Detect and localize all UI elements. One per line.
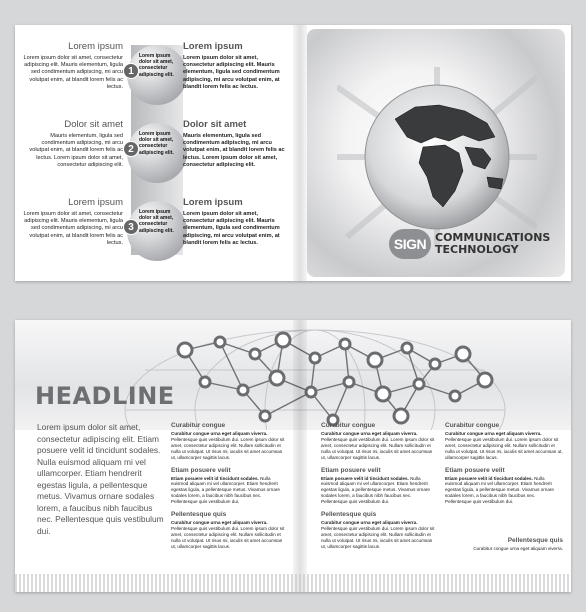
brochure-spread-bottom xyxy=(15,320,571,592)
section-text: Pellentesque quis vestibulum dui. Lorem ipsum dolor sit amet, consectetur adipiscing elit. Nullam sollicitudin et nulla ut volutpat. Ut risus mi, iaculis sit amet accumsan ut, ullamcorper sagittis lacus. xyxy=(171,525,285,549)
left-block xyxy=(23,197,123,247)
column-section xyxy=(445,467,563,506)
disc-text: Lorem ipsum dolor sit amet, consectetur adipiscing elit. xyxy=(139,209,174,234)
section-lead: Curabitur congue urna eget aliquam viverra. xyxy=(321,431,418,436)
left-title: Dolor sit amet xyxy=(64,119,123,130)
text-column xyxy=(321,420,437,556)
left-title: Lorem ipsum xyxy=(68,41,123,52)
company-logo xyxy=(389,229,550,259)
network-node xyxy=(270,371,284,385)
section-lead: Curabitur congue urna eget aliquam viverra. xyxy=(445,431,542,436)
logo-line-2: TECHNOLOGY xyxy=(435,243,519,256)
column-section xyxy=(321,467,437,506)
step-number: 3 xyxy=(123,219,139,235)
section-title: Etiam posuere velit xyxy=(321,466,381,474)
disc-text: Lorem ipsum dolor sit amet, consectetur adipiscing elit. xyxy=(139,53,174,78)
dotted-footer xyxy=(15,574,571,592)
network-node xyxy=(402,343,412,353)
column-section xyxy=(171,422,287,461)
globe-network-image xyxy=(337,67,537,247)
page-fold xyxy=(293,25,307,281)
section-title: Curabitur congue xyxy=(171,422,226,429)
section-lead: Curabitur congue urna eget aliquam viverra. xyxy=(321,520,418,526)
section-title: Curabitur congue xyxy=(321,422,376,429)
column-section xyxy=(171,467,287,506)
section-title: Etiam posuere velit xyxy=(171,466,231,474)
number-disc xyxy=(127,201,187,261)
right-text: Lorem ipsum dolor sit amet, consectetur adipiscing elit. Mauris elementum, ligula sed condimentum adipiscing, mi arcu volutpat enim, at blandit lorem felis ac lectus. xyxy=(183,211,280,246)
text-column xyxy=(171,420,287,556)
section-text: Nulla euismod aliquam mi vel ullamcorper. Etiam hendrerit egestas ligula, a pellentesque metus. Vivamus ornare sodales lorem, a faucibus nibh faucibus nec. Pellentesque quis vestibulum dui. xyxy=(445,475,554,505)
left-title: Lorem ipsum xyxy=(68,197,123,208)
right-title: Dolor sit amet xyxy=(183,119,247,130)
network-node xyxy=(450,391,460,401)
column-section xyxy=(445,422,563,461)
right-block xyxy=(183,119,287,169)
network-node xyxy=(456,347,470,361)
network-node xyxy=(310,353,320,363)
right-text: Lorem ipsum dolor sit amet, consectetur adipiscing elit. Mauris elementum, ligula sed condimentum adipiscing, mi arcu volutpat enim, at blandit lorem felis ac lectus. xyxy=(183,55,280,90)
section-text: Nulla euismod aliquam mi vel ullamcorper. Etiam hendrerit egestas ligula, a pellentesque metus. Vivamus ornare sodales lorem, a faucibus nibh faucibus nec. Pellentesque quis vestibulum dui. xyxy=(321,475,430,505)
section-title: Curabitur congue xyxy=(445,422,500,429)
network-node xyxy=(306,387,316,397)
network-node xyxy=(250,349,260,359)
section-title: Pellentesque quis xyxy=(171,511,227,519)
section-text: Pellentesque quis vestibulum dui. Lorem ipsum dolor sit amet, consectetur adipiscing elit. Nullam sollicitudin et nulla ut volutpat. Ut risus mi, iaculis sit amet accumsan ut, ullamcorper sagittis lacus. xyxy=(171,436,285,460)
feature-row xyxy=(15,41,293,107)
disc-text: Lorem ipsum dolor sit amet, consectetur adipiscing elit. xyxy=(139,131,174,156)
section-title: Pellentesque quis xyxy=(321,511,377,519)
cover-panel xyxy=(307,29,565,277)
feature-row xyxy=(15,119,293,185)
intro-paragraph: Lorem ipsum dolor sit amet, consectetur adipiscing elit. Etiam posuere velit id tincidunt sodales. Nulla euismod aliquam mi vel ullamcorper. Etiam hendrerit egestas ligula, a pellentesque metus. Vivamus ornare sodales lorem, a faucibus nibh faucibus nec. Pellentesque quis vestibulum dui. xyxy=(37,422,164,536)
left-block xyxy=(23,41,123,91)
number-disc xyxy=(127,123,187,183)
section-text: Nulla euismod aliquam mi vel ullamcorper. Etiam hendrerit egestas ligula, a pellentesque metus. Vivamus ornare sodales lorem, a faucibus nibh faucibus nec. Pellentesque quis vestibulum dui. xyxy=(171,475,280,505)
section-text: Pellentesque quis vestibulum dui. Lorem ipsum dolor sit amet, consectetur adipiscing elit. Nullam sollicitudin et nulla ut volutpat. Ut risus mi, iaculis sit amet accumsan ut, ullamcorper sagittis lacus. xyxy=(321,436,435,460)
logo-line-1: COMMUNICATIONS xyxy=(435,231,551,244)
headline: HEADLINE xyxy=(35,382,175,410)
page-fold xyxy=(293,320,307,592)
right-block xyxy=(183,197,287,247)
feature-row xyxy=(15,197,293,263)
column-section xyxy=(321,511,437,550)
right-title: Lorem ipsum xyxy=(183,197,243,208)
network-node xyxy=(430,359,440,369)
network-node xyxy=(368,353,382,367)
section-title: Etiam posuere velit xyxy=(445,466,505,474)
closing-block xyxy=(455,535,563,552)
column-section xyxy=(171,511,287,550)
right-text: Mauris elementum, ligula sed condimentum adipiscing, mi arcu volutpat enim, at blandit lorem felis ac lectus. Lorem ipsum dolor sit amet, consectetur adipiscing elit. xyxy=(183,133,285,168)
right-title: Lorem ipsum xyxy=(183,41,243,52)
logo-mark: SIGN xyxy=(389,229,431,259)
left-text: Mauris elementum, ligula sed condimentum adipiscing, mi arcu volutpat enim, at blandit lorem felis ac lectus. Lorem ipsum dolor sit amet, consectetur adipiscing elit. xyxy=(29,133,123,168)
network-node xyxy=(478,373,492,387)
network-node xyxy=(276,333,290,347)
column-section xyxy=(321,422,437,461)
section-lead: Etiam posuere velit id tincidunt sodales. xyxy=(171,475,259,481)
network-node xyxy=(238,385,248,395)
left-block xyxy=(23,119,123,169)
network-node xyxy=(376,387,390,401)
network-node xyxy=(414,379,424,389)
network-node xyxy=(215,337,225,347)
network-node xyxy=(200,377,210,387)
network-node xyxy=(340,339,350,349)
step-number: 1 xyxy=(123,63,139,79)
section-text: Pellentesque quis vestibulum dui. Lorem ipsum dolor sit amet, consectetur adipiscing elit. Nullam sollicitudin et nulla ut volutpat. Ut risus mi, iaculis sit amet accumsan ut, ullamcorper sagittis lacus. xyxy=(321,525,435,549)
left-text: Lorem ipsum dolor sit amet, consectetur adipiscing elit. Mauris elementum, ligula sed condimentum adipiscing, mi arcu volutpat enim, at blandit lorem felis ac lectus. xyxy=(23,55,123,90)
section-lead: Etiam posuere velit id tincidunt sodales. xyxy=(445,475,533,481)
section-lead: Curabitur congue urna eget aliquam viverra. xyxy=(171,431,268,436)
closing-title: Pellentesque quis xyxy=(507,537,563,544)
text-column xyxy=(445,420,563,511)
section-text: Pellentesque quis vestibulum dui. Lorem ipsum dolor sit amet, consectetur adipiscing elit. Nullam sollicitudin et nulla ut volutpat. Ut risus mi, iaculis sit amet accumsan ut, ullamcorper sagittis lacus. xyxy=(445,436,563,460)
section-lead: Curabitur congue urna eget aliquam viverra. xyxy=(171,520,268,526)
right-block xyxy=(183,41,287,91)
network-node xyxy=(178,343,192,357)
continent-shape xyxy=(487,177,503,189)
number-disc xyxy=(127,45,187,105)
left-text: Lorem ipsum dolor sit amet, consectetur adipiscing elit. Mauris elementum, ligula sed condimentum adipiscing, mi arcu volutpat enim, at blandit lorem felis ac lectus. xyxy=(23,211,123,246)
step-number: 2 xyxy=(123,141,139,157)
section-lead: Etiam posuere velit id tincidunt sodales. xyxy=(321,475,409,481)
brochure-spread-top xyxy=(15,25,571,281)
network-node xyxy=(344,377,354,387)
closing-text: Curabitur congue urna eget aliquam viverra. xyxy=(473,546,563,551)
